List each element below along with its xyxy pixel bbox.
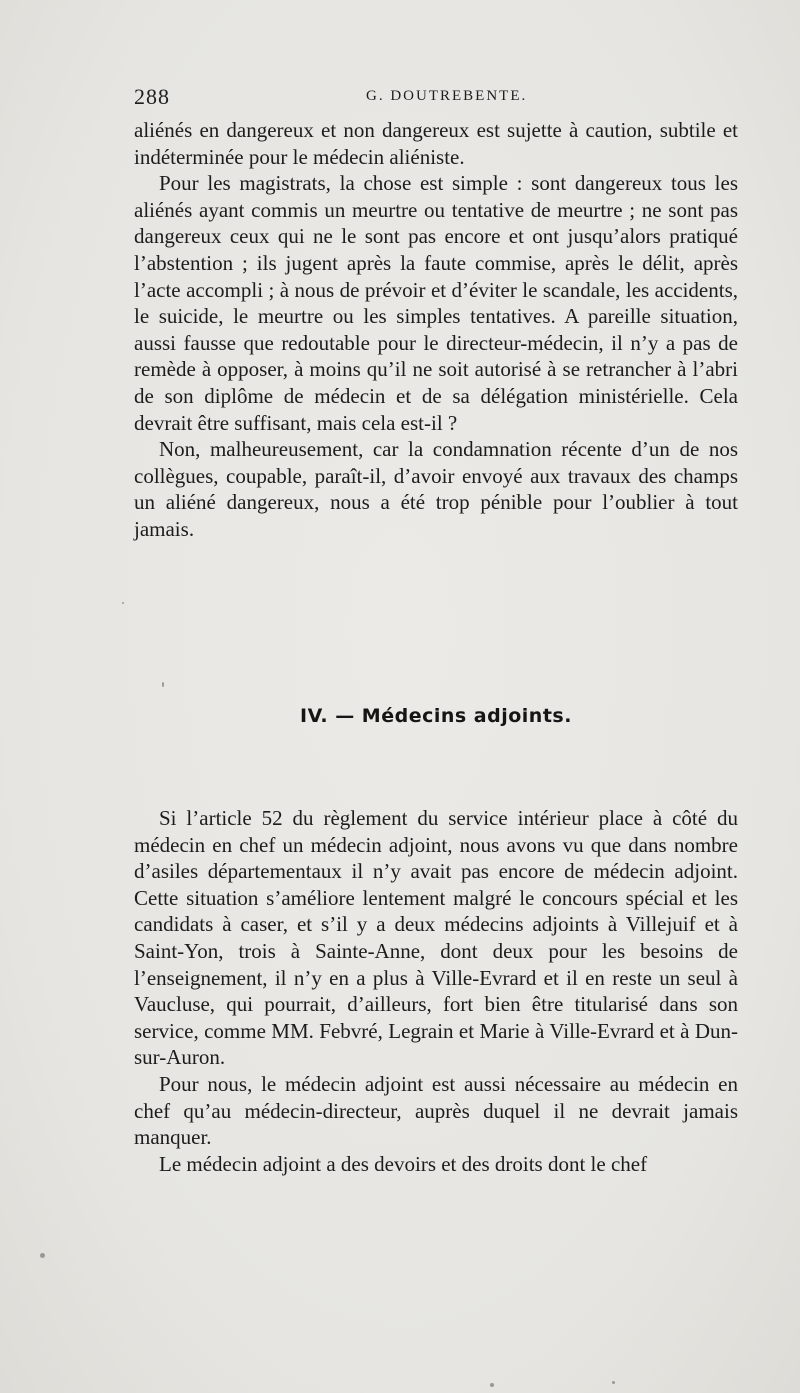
running-head: G. DOUTREBENTE. [366,88,528,104]
body-text-section-2 [134,805,738,1177]
page-number: 288 [134,84,170,109]
page-header [134,84,738,114]
paragraph: Non, malheureusement, car la condamnation récente d’un de nos collègues, coupable, paraît-il, d’avoir envoyé aux travaux des champs un aliéné dangereux, nous a été trop pénible pour l’oublier à tout jamais. [134,437,738,541]
paper-speck [122,602,124,604]
paragraph: Pour nous, le médecin adjoint est aussi nécessaire au médecin en chef qu’au médecin-directeur, auprès duquel il ne devrait jamais manquer. [134,1071,738,1150]
paragraph: Si l’article 52 du règlement du service intérieur place à côté du médecin en chef un médecin adjoint, nous avons vu que dans nombre d’asiles départementaux il n’y avait pas encore de médecin adjoint. Cette situation s’améliore lentement malgré le concours spécial et les candidats à caser, et s’il y a deux médecins adjoints à Villejuif et à Saint-Yon, trois à Sainte-Anne, dont deux pour les besoins de l’enseignement, il n’y en a plus à Ville-Evrard et il en reste un seul à Vaucluse, qui pourrait, d’ailleurs, fort bien être titularisé dans son service, comme MM. Febvré, Legrain et Marie à Ville-Evrard et à Dun-sur-Auron. [134,806,738,1070]
paper-speck [490,1383,494,1387]
paragraph: Pour les magistrats, la chose est simple : sont dangereux tous les aliénés ayant commis un meurtre ou tentative de meurtre ; ne sont pas dangereux ceux qui ne le sont pas encore et ont jusqu’alors pratiqué l’abstention ; ils jugent après la faute commise, après le délit, après l’acte accompli ; à nous de prévoir et d’éviter le scandale, les accidents, le suicide, le meurtre ou les simples tentatives. A pareille situation, aussi fausse que redoutable pour le directeur-médecin, il n’y a pas de remède à opposer, à moins qu’il ne soit autorisé à se retrancher à l’abri de son diplôme de médecin et de sa délégation ministérielle. Cela devrait être suffisant, mais cela est-il ? [134,171,738,435]
paper-speck [612,1381,615,1384]
paragraph: Le médecin adjoint a des devoirs et des droits dont le chef [159,1151,648,1176]
paragraph: aliénés en dangereux et non dangereux est sujette à caution, subtile et indéterminée pour le médecin aliéniste. [134,118,738,169]
section-heading: IV. — Médecins adjoints. [300,705,572,727]
paper-speck [40,1253,45,1258]
body-text-section-1 [134,117,738,543]
paper-speck [162,682,164,687]
